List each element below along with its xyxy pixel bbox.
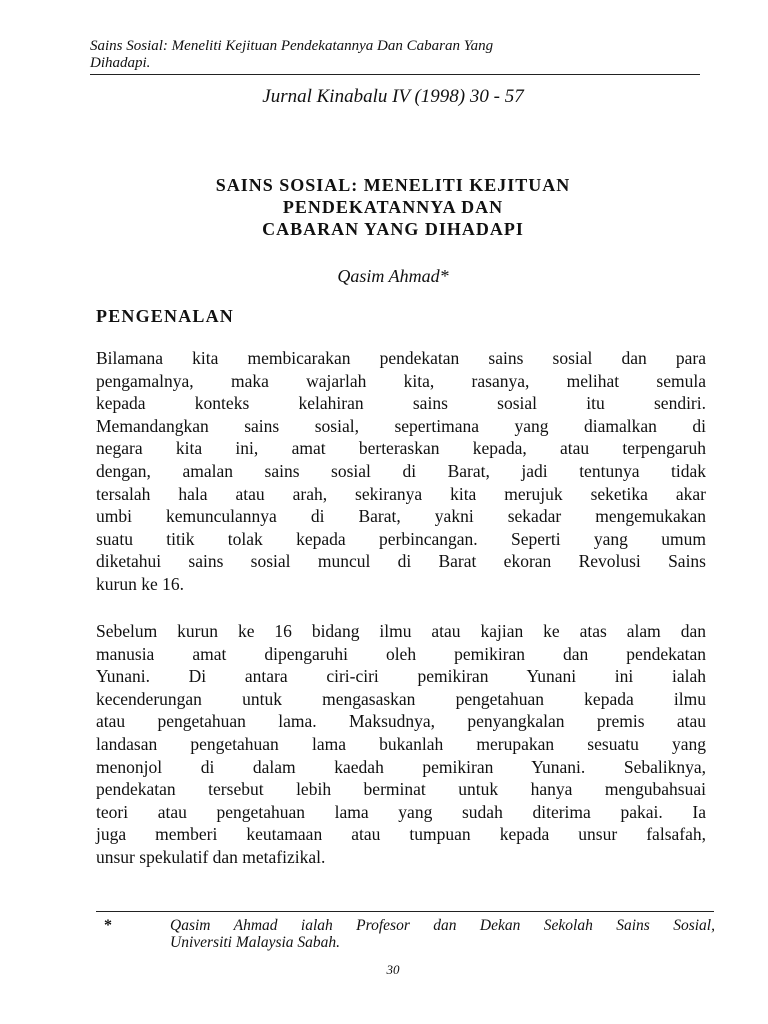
body-paragraph-2 <box>96 620 706 869</box>
title-line: CABARAN YANG DIHADAPI <box>262 219 524 239</box>
text-line: juga memberi keutamaan atau tumpuan kepada unsur falsafah, <box>96 824 706 845</box>
text-line: pengamalnya, maka wajarlah kita, rasanya, melihat semula <box>96 370 706 391</box>
journal-citation: Jurnal Kinabalu IV (1998) 30 - 57 <box>262 86 524 107</box>
text-line: Memandangkan sains sosial, sepertimana yang diamalkan di <box>96 415 706 436</box>
text-line: atau pengetahuan lama. Maksudnya, penyangkalan premis atau <box>96 711 706 732</box>
footnote-rule <box>96 911 714 912</box>
text-line: dengan, amalan sains sosial di Barat, jadi tentunya tidak <box>96 460 706 481</box>
text-line: menonjol di dalam kaedah pemikiran Yunani. Sebaliknya, <box>96 756 706 777</box>
text-line: Bilamana kita membicarakan pendekatan sains sosial dan para <box>96 348 706 368</box>
running-header-line-2: Dihadapi. <box>90 55 151 71</box>
text-line: pendekatan tersebut lebih berminat untuk hanya mengubahsuai <box>96 779 706 800</box>
text-line: umbi kemunculannya di Barat, yakni sekadar mengemukakan <box>96 506 706 527</box>
footnote-marker: * <box>104 917 112 934</box>
text-line: manusia amat dipengaruhi oleh pemikiran dan pendekatan <box>96 643 706 664</box>
title-line: PENDEKATANNYA DAN <box>282 197 504 217</box>
article-title <box>0 174 768 240</box>
text-line: Sebelum kurun ke 16 bidang ilmu atau kajian ke atas alam dan <box>96 621 706 641</box>
text-line: negara kita ini, amat berteraskan kepada, atau terpengaruh <box>96 438 706 459</box>
text-line: tersalah hala atau arah, sekiranya kita merujuk seketika akar <box>96 483 706 504</box>
text-line: suatu titik tolak kepada perbincangan. Seperti yang umum <box>96 528 706 549</box>
text-line: teori atau pengetahuan lama yang sudah diterima pakai. Ia <box>96 801 706 822</box>
footnote <box>170 917 715 951</box>
author-name: Qasim Ahmad* <box>337 266 449 286</box>
running-header-line-1: Sains Sosial: Meneliti Kejituan Pendekatannya Dan Cabaran Yang <box>90 38 494 54</box>
text-line: landasan pengetahuan lama bukanlah merupakan sesuatu yang <box>96 733 706 754</box>
text-line: unsur spekulatif dan metafizikal. <box>96 846 326 867</box>
text-line: kurun ke 16. <box>96 573 184 594</box>
page-number: 30 <box>386 962 400 977</box>
text-line: diketahui sains sosial muncul di Barat ekoran Revolusi Sains <box>96 551 706 572</box>
text-line: Yunani. Di antara ciri-ciri pemikiran Yunani ini ialah <box>96 666 706 687</box>
running-header <box>90 38 700 72</box>
text-line: kepada konteks kelahiran sains sosial itu sendiri. <box>96 393 706 414</box>
header-rule <box>90 74 700 75</box>
body-paragraph-1 <box>96 347 706 596</box>
section-heading: PENGENALAN <box>96 306 235 326</box>
title-line: SAINS SOSIAL: MENELITI KEJITUAN <box>215 175 571 195</box>
footnote-line-2: Universiti Malaysia Sabah. <box>170 934 341 951</box>
footnote-line-1: Qasim Ahmad ialah Profesor dan Dekan Sekolah Sains Sosial, <box>170 917 715 934</box>
text-line: kecenderungan untuk mengasaskan pengetahuan kepada ilmu <box>96 688 706 709</box>
